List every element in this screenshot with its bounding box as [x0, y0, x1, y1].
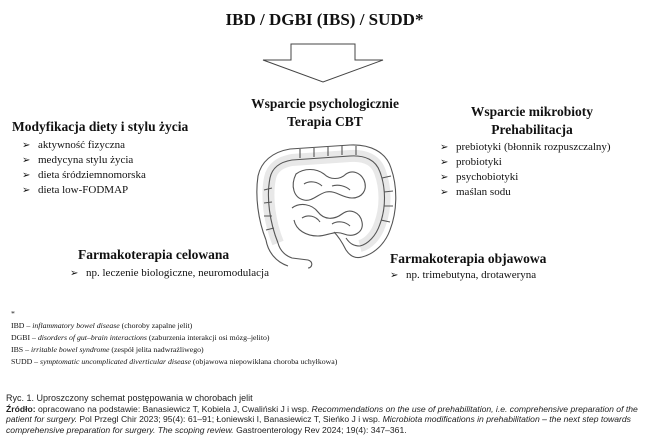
note-ibs: IBS – irritable bowel syndrome (zespół jelita nadwrażliwego) — [11, 345, 204, 354]
caption-title: Ryc. 1. Uproszczony schemat postępowania w chorobach jelit — [6, 393, 253, 403]
list-item: ➢ psychobiotyki — [440, 171, 519, 183]
note-dgbi: DGBI – disorders of gut–brain interactions (zaburzenia interakcji osi mózg–jelito) — [11, 333, 270, 342]
arrow-bullet-icon: ➢ — [440, 157, 449, 168]
targeted-pharmacotherapy-heading: Farmakoterapia celowana — [78, 247, 230, 262]
arrow-bullet-icon: ➢ — [440, 187, 449, 198]
psych-line1: Wsparcie psychologicznie — [251, 96, 399, 111]
microbiota-support-box — [432, 103, 632, 139]
list-item: ➢ dieta śródziemnomorska — [22, 169, 146, 181]
diet-lifestyle-heading: Modyfikacja diety i stylu życia — [12, 119, 189, 134]
list-item: ➢ np. leczenie biologiczne, neuromodulacja — [70, 267, 269, 279]
symptomatic-pharmacotherapy-heading: Farmakoterapia objawowa — [390, 251, 547, 266]
arrow-bullet-icon: ➢ — [22, 170, 31, 181]
microbiota-list — [440, 140, 611, 200]
down-arrow-icon — [248, 42, 398, 84]
targeted-pharmacotherapy-list — [70, 266, 269, 281]
note-ibd: IBD – inflammatory bowel disease (choroby zapalne jelit) — [11, 321, 193, 330]
diet-lifestyle-list — [22, 138, 146, 198]
diagram-title: IBD / DGBI (IBS) / SUDD* — [225, 10, 424, 29]
abbreviation-notes — [11, 308, 337, 368]
arrow-bullet-icon: ➢ — [22, 140, 31, 151]
list-item: ➢ medycyna stylu życia — [22, 154, 134, 166]
psych-line2: Terapia CBT — [287, 114, 363, 129]
list-item: ➢ prebiotyki (błonnik rozpuszczalny) — [440, 141, 611, 153]
caption-source: Źródło: opracowano na podstawie: Banasiewicz T, Kobiela J, Cwaliński J i wsp. Recommendations on the use of prehabilitation, i.e. comprehensive preparation of the patient for surgery. Pol Przegl Chir 2023; 95(4): 61–91; Łoniewski I, Banasiewicz T, Sieńko J i wsp. Microbiota modifications in prehabilitation – the next step towards comprehensive preparation for surgery. The scoping review. Gastroenterology Rev 2024; 19(4): 347–361. — [6, 403, 638, 435]
list-item: ➢ probiotyki — [440, 156, 502, 168]
list-item: ➢ aktywność fizyczna — [22, 139, 126, 151]
note-sudd: SUDD – symptomatic uncomplicated diverticular disease (objawowa niepowikłana choroba uchyłkowa) — [11, 357, 338, 366]
arrow-bullet-icon: ➢ — [22, 185, 31, 196]
arrow-bullet-icon: ➢ — [70, 268, 79, 279]
footnote-star: * — [11, 309, 15, 318]
symptomatic-pharmacotherapy-list — [390, 268, 536, 283]
arrow-bullet-icon: ➢ — [440, 142, 449, 153]
intestine-illustration — [200, 128, 440, 270]
list-item: ➢ np. trimebutyna, drotaweryna — [390, 269, 537, 281]
list-item: ➢ dieta low-FODMAP — [22, 184, 129, 196]
figure-caption — [6, 393, 646, 435]
arrow-bullet-icon: ➢ — [440, 172, 449, 183]
list-item: ➢ maślan sodu — [440, 186, 511, 198]
psych-support-box — [200, 95, 450, 131]
arrow-bullet-icon: ➢ — [390, 270, 399, 281]
micro-line2: Prehabilitacja — [491, 122, 573, 137]
arrow-bullet-icon: ➢ — [22, 155, 31, 166]
micro-line1: Wsparcie mikrobioty — [470, 104, 594, 119]
